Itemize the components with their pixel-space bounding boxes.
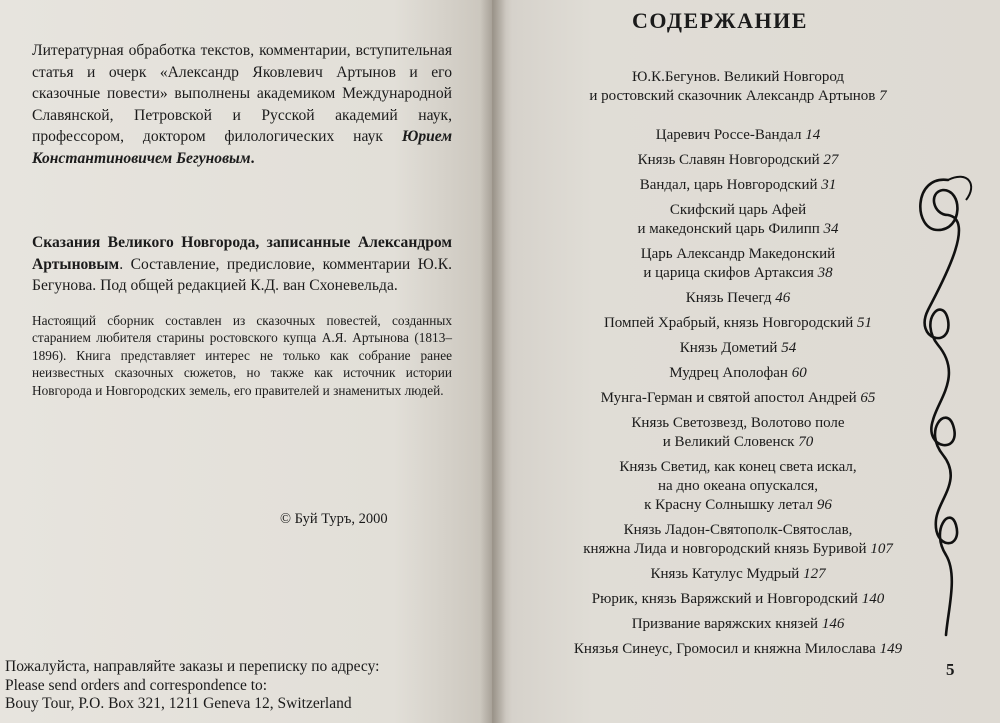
toc-page-number: 60 — [791, 365, 807, 381]
toc-entry — [538, 176, 938, 195]
toc-entry — [538, 339, 938, 358]
copyright-line: © Буй Туръ, 2000 — [280, 511, 388, 527]
toc-entry — [538, 640, 938, 659]
flourish-ornament-icon — [908, 170, 988, 640]
toc-entry — [538, 289, 938, 308]
toc-entry-line — [538, 615, 938, 634]
toc-entry — [538, 565, 938, 584]
toc-entry — [538, 314, 938, 333]
toc-entry-title: и Великий Словенск — [662, 434, 795, 450]
credits-text: Литературная обработка текстов, комментарии, вступительная статья и очерк «Александр Яковлевич Артынов и его сказочные повести» выполнены академиком Международной Славянской, Петровской и Русской академий наук, профессором, доктором филологических наук — [32, 42, 452, 145]
toc-entry-line — [538, 87, 938, 106]
toc-entry — [538, 245, 938, 283]
toc-entry-line — [538, 458, 938, 477]
toc-entry-line — [538, 314, 938, 333]
toc-entry-line — [538, 540, 938, 559]
toc-entry-line — [538, 289, 938, 308]
toc-page-number: 51 — [857, 315, 873, 331]
toc-entry-line — [538, 245, 938, 264]
toc-page-number: 140 — [861, 591, 885, 607]
toc-entry-title: княжна Лида и новгородский князь Буривой — [583, 541, 867, 557]
toc-entry — [538, 126, 938, 145]
toc-entry — [538, 458, 938, 515]
toc-entry-title: Князь Светид, как конец света искал, — [619, 459, 857, 475]
toc-entry-line — [538, 68, 938, 87]
toc-page-number: 127 — [803, 566, 826, 582]
toc-entry-title: Призвание варяжских князей — [631, 616, 819, 632]
book-description — [32, 232, 452, 297]
orders-line-en: Please send orders and correspondence to: — [5, 676, 268, 694]
toc-page-number: 38 — [817, 265, 833, 281]
toc-entry-title: Царевич Россе-Вандал — [655, 127, 802, 143]
toc-entry-title: Князь Дометий — [679, 340, 778, 356]
toc-entry-line — [538, 477, 938, 496]
author-name: Юрием Константиновичем Бегуновым — [32, 128, 452, 167]
toc-entry-line — [538, 565, 938, 584]
toc-entry-title: Царь Александр Македонский — [640, 246, 836, 262]
toc-page-number: 27 — [823, 152, 839, 168]
toc-page-number: 146 — [821, 616, 845, 632]
credits-end: . — [250, 149, 255, 167]
toc-entry-title: и ростовский сказочник Александр Артынов — [589, 88, 876, 104]
toc-entry-title: Князь Катулус Мудрый — [650, 566, 800, 582]
book-title: Сказания Великого Новгорода, записанные Александром Артыновым — [32, 234, 452, 273]
orders-address — [5, 658, 379, 714]
toc-entry-line — [538, 339, 938, 358]
toc-entry — [538, 201, 938, 239]
credits-paragraph — [32, 40, 452, 169]
toc-entry-title: к Красну Солнышку летал — [644, 497, 814, 513]
toc-page-number: 54 — [781, 340, 797, 356]
toc-entry — [538, 389, 938, 408]
toc-entry-title: и царица скифов Артаксия — [643, 265, 814, 281]
toc-page-number: 70 — [798, 434, 814, 450]
left-page — [0, 0, 492, 723]
toc-entry-title: Князья Синеус, Громосил и княжна Милослава — [573, 641, 876, 657]
toc-page-number: 7 — [879, 88, 887, 104]
toc-entry-line — [538, 126, 938, 145]
toc-entry-line — [538, 364, 938, 383]
toc-entry-title: и македонский царь Филипп — [637, 221, 820, 237]
toc-entry-line — [538, 389, 938, 408]
toc-entry — [538, 615, 938, 634]
toc-page-number: 34 — [823, 221, 839, 237]
toc-page-number: 14 — [805, 127, 821, 143]
toc-page-number: 149 — [879, 641, 903, 657]
toc-entry-line — [538, 176, 938, 195]
toc-entry-line — [538, 220, 938, 239]
toc-entry-title: Мудрец Аполофан — [669, 365, 788, 381]
toc-entry-title: Князь Ладон-Святополк-Святослав, — [623, 522, 853, 538]
toc-entry-title: на дно океана опускался, — [657, 478, 819, 494]
toc-entry-title: Князь Светозвезд, Волотово поле — [631, 415, 845, 431]
toc-entry — [538, 414, 938, 452]
toc-entry-title: Рюрик, князь Варяжский и Новгородский — [591, 591, 858, 607]
toc-entry — [538, 521, 938, 559]
toc-entry — [538, 151, 938, 170]
toc-entry — [538, 590, 938, 609]
toc-entry-title: Князь Славян Новгородский — [637, 152, 820, 168]
toc-entry-line — [538, 264, 938, 283]
toc-entry — [538, 364, 938, 383]
toc-entry-line — [538, 521, 938, 540]
toc-entry-line — [538, 201, 938, 220]
toc-page-number: 65 — [860, 390, 876, 406]
toc-page-number: 46 — [775, 290, 791, 306]
table-of-contents — [538, 68, 938, 659]
book-description-text: . Составление, предисловие, комментарии Ю.К. Бегунова. Под общей редакцией К.Д. ван Схоневельда. — [32, 255, 452, 294]
orders-line-ru: Пожалуйста, направляйте заказы и переписку по адресу: — [5, 658, 380, 675]
book-gutter — [480, 0, 506, 723]
toc-entry-line — [538, 590, 938, 609]
toc-entry-title: Скифский царь Афей — [669, 202, 807, 218]
toc-page-number: 107 — [870, 541, 893, 557]
toc-page-number: 96 — [816, 497, 832, 513]
toc-entry-line — [538, 433, 938, 452]
toc-entry-title: Князь Печегд — [685, 290, 772, 306]
toc-entry-line — [538, 414, 938, 433]
toc-entry — [538, 68, 938, 106]
toc-entry-line — [538, 151, 938, 170]
toc-entry-title: Помпей Храбрый, князь Новгородский — [603, 315, 854, 331]
toc-entry-line — [538, 640, 938, 659]
toc-entry-title: Вандал, царь Новгородский — [639, 177, 818, 193]
orders-line-address: Bouy Tour, P.O. Box 321, 1211 Geneva 12, Switzerland — [5, 695, 352, 712]
toc-entry-line — [538, 496, 938, 515]
toc-entry-title: Ю.К.Бегунов. Великий Новгород — [631, 69, 845, 85]
toc-entry-title: Мунга-Герман и святой апостол Андрей — [600, 390, 857, 406]
page-number: 5 — [946, 660, 955, 679]
toc-page-number: 31 — [821, 177, 837, 193]
toc-title: СОДЕРЖАНИЕ — [632, 8, 808, 33]
abstract-paragraph: Настоящий сборник составлен из сказочных повестей, созданных старанием любителя старины ростовского купца А.Я. Артынова (1813–1896). Книга представляет интерес не только как собрание ранее неизвестных сказочных сюжетов, но также как источник истории Новгорода и Новгородских земель, его правителей и знаменитых людей. — [32, 313, 452, 398]
